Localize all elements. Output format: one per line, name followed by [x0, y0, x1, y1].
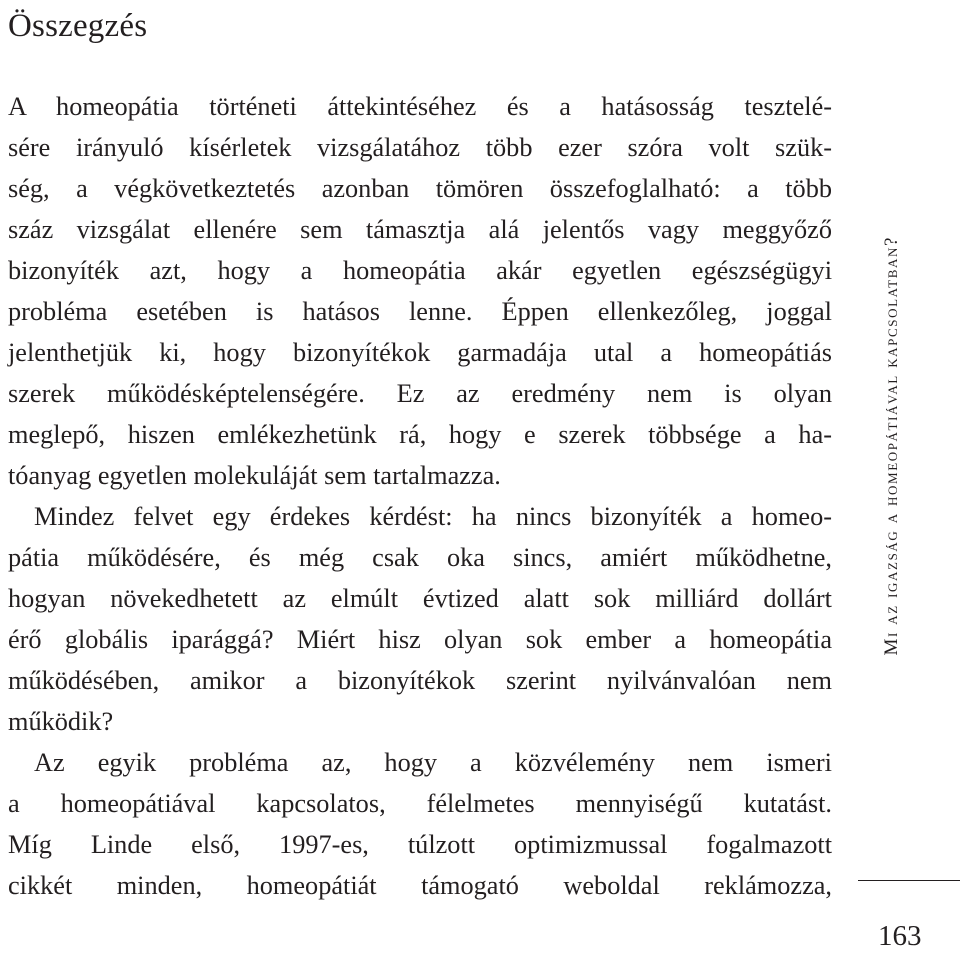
paragraph-2-line-1: Mindez felvet egy érdekes kérdést: ha nincs bizonyíték a homeo- — [34, 502, 832, 531]
paragraph-2-line-6: működik? — [8, 707, 114, 736]
paragraph-1-line-5: bizonyíték azt, hogy a homeopátia akár egyetlen egészségügyi — [8, 256, 832, 285]
paragraph-1-line-8: szerek működésképtelenségére. Ez az eredmény nem is olyan — [8, 379, 832, 408]
paragraph-3-line-4: cikkét minden, homeopátiát támogató weboldal reklámozza, — [8, 871, 832, 900]
running-header: Mi az igazság a homeopátiával kapcsolatban? — [881, 236, 902, 656]
paragraph-1-line-7: jelenthetjük ki, hogy bizonyítékok garmadája utal a homeopátiás — [8, 338, 832, 367]
paragraph-1-line-4: száz vizsgálat ellenére sem támasztja alá jelentős vagy meggyőző — [8, 215, 832, 244]
paragraph-1-line-10: tóanyag egyetlen molekuláját sem tartalmazza. — [8, 461, 501, 490]
paragraph-2-line-3: hogyan növekedhetett az elmúlt évtized alatt sok milliárd dollárt — [8, 584, 832, 613]
paragraph-2-line-2: pátia működésére, és még csak oka sincs, amiért működhetne, — [8, 543, 832, 572]
paragraph-3-line-1: Az egyik probléma az, hogy a közvélemény nem ismeri — [34, 748, 832, 777]
header-rule — [858, 880, 960, 881]
page-number: 163 — [878, 920, 922, 952]
paragraph-1-line-6: probléma esetében is hatásos lenne. Éppen ellenkezőleg, joggal — [8, 297, 832, 326]
paragraph-2-line-4: érő globális iparággá? Miért hisz olyan sok ember a homeopátia — [8, 625, 832, 654]
paragraph-1-line-9: meglepő, hiszen emlékezhetünk rá, hogy e szerek többsége a ha- — [8, 420, 832, 449]
paragraph-1-line-3: ség, a végkövetkeztetés azonban tömören összefoglalható: a több — [8, 174, 832, 203]
paragraph-1-line-2: sére irányuló kísérletek vizsgálatához több ezer szóra volt szük- — [8, 133, 832, 162]
body-text — [8, 86, 832, 906]
paragraph-1-line-1: A homeopátia történeti áttekintéséhez és a hatásosság tesztelé- — [8, 92, 832, 121]
paragraph-3-line-2: a homeopátiával kapcsolatos, félelmetes mennyiségű kutatást. — [8, 789, 832, 818]
page-title: Összegzés — [8, 8, 148, 44]
paragraph-2-line-5: működésében, amikor a bizonyítékok szerint nyilvánvalóan nem — [8, 666, 832, 695]
paragraph-3-line-3: Míg Linde első, 1997-es, túlzott optimizmussal fogalmazott — [8, 830, 832, 859]
